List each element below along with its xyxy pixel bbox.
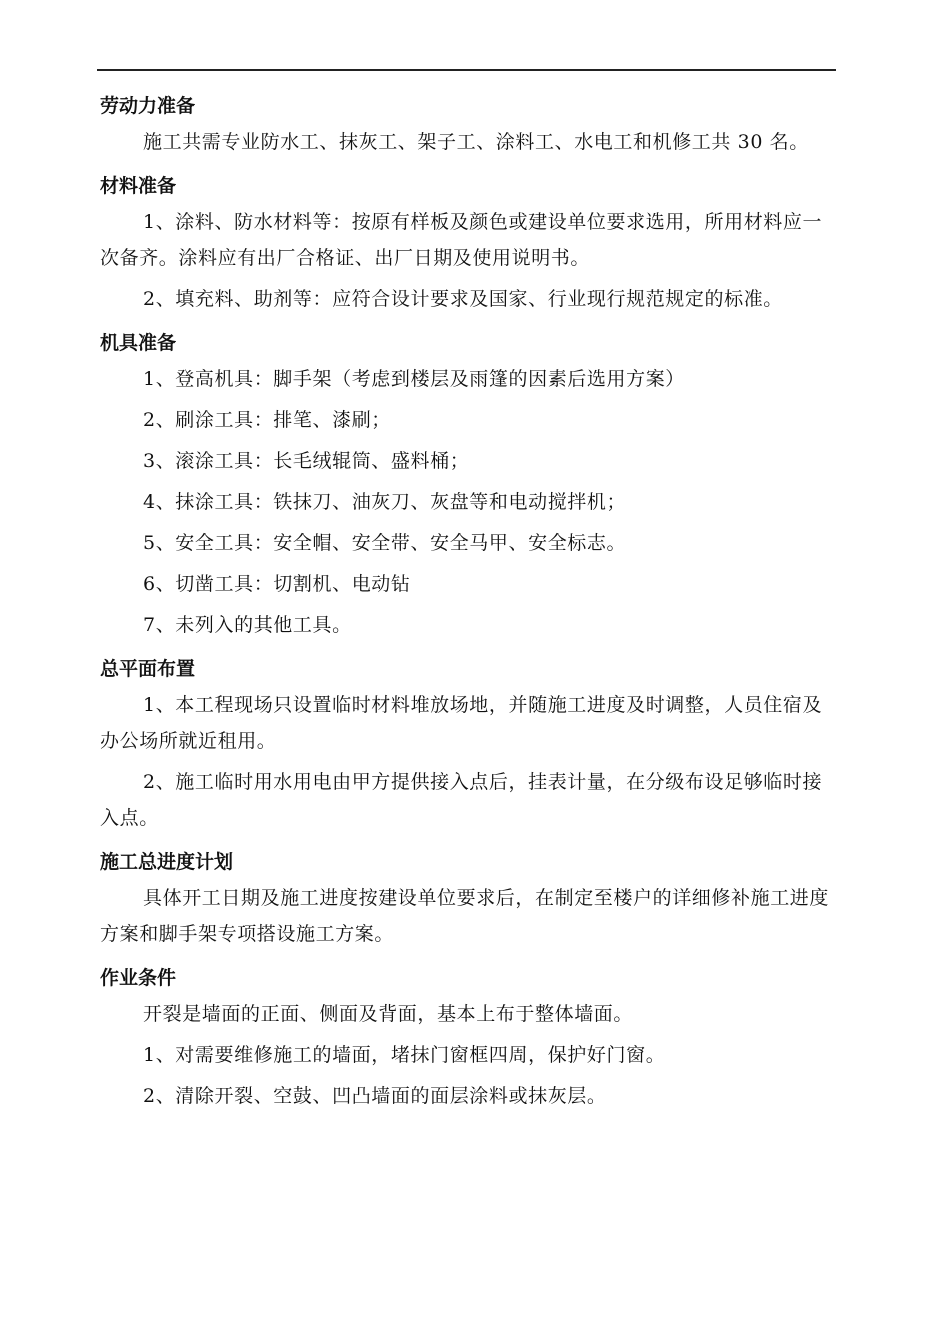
section-heading: 总平面布置 [100, 658, 196, 680]
paragraph: 开裂是墙面的正面、侧面及背面，基本上布于整体墙面。 [143, 1003, 634, 1025]
paragraph: 2、施工临时用水用电由甲方提供接入点后，挂表计量，在分级布设足够临时接入点。 [100, 771, 823, 829]
document-body [100, 88, 835, 1119]
section-heading: 施工总进度计划 [100, 851, 234, 873]
list-item: 7、未列入的其他工具。 [143, 614, 352, 636]
section-heading: 机具准备 [100, 332, 177, 354]
list-item: 6、切凿工具：切割机、电动钻 [143, 573, 411, 595]
section-heading: 材料准备 [100, 175, 177, 197]
list-item: 1、对需要维修施工的墙面，堵抹门窗框四周，保护好门窗。 [143, 1044, 666, 1066]
paragraph: 施工共需专业防水工、抹灰工、架子工、涂料工、水电工和机修工共 30 名。 [143, 131, 809, 153]
section-schedule [100, 844, 835, 952]
section-labor [100, 88, 835, 160]
section-materials [100, 168, 835, 317]
section-equipment [100, 325, 835, 643]
section-heading: 劳动力准备 [100, 95, 196, 117]
paragraph: 1、涂料、防水材料等：按原有样板及颜色或建设单位要求选用，所用材料应一次备齐。涂料应有出厂合格证、出厂日期及使用说明书。 [100, 211, 823, 269]
header-rule [97, 69, 836, 71]
list-item: 2、清除开裂、空鼓、凹凸墙面的面层涂料或抹灰层。 [143, 1085, 607, 1107]
list-item: 3、滚涂工具：长毛绒辊筒、盛料桶； [143, 450, 470, 472]
paragraph: 1、本工程现场只设置临时材料堆放场地，并随施工进度及时调整，人员住宿及办公场所就近租用。 [100, 694, 823, 752]
list-item: 1、登高机具：脚手架（考虑到楼层及雨篷的因素后选用方案） [143, 368, 685, 390]
section-work-conditions [100, 960, 835, 1114]
section-site-layout [100, 651, 835, 836]
paragraph: 具体开工日期及施工进度按建设单位要求后，在制定至楼户的详细修补施工进度方案和脚手架专项搭设施工方案。 [100, 887, 830, 945]
section-heading: 作业条件 [100, 967, 177, 989]
list-item: 4、抹涂工具：铁抹刀、油灰刀、灰盘等和电动搅拌机； [143, 491, 627, 513]
list-item: 2、刷涂工具：排笔、漆刷； [143, 409, 391, 431]
paragraph: 2、填充料、助剂等：应符合设计要求及国家、行业现行规范规定的标准。 [143, 288, 783, 310]
list-item: 5、安全工具：安全帽、安全带、安全马甲、安全标志。 [143, 532, 627, 554]
